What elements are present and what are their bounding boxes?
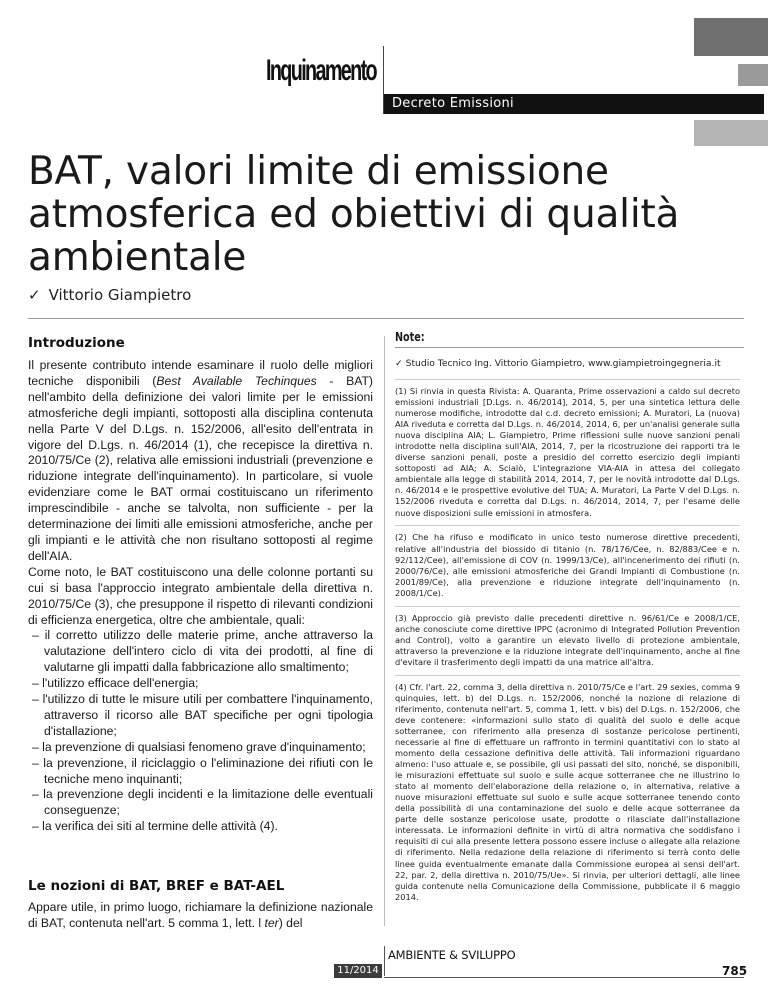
list-item: – la prevenzione degli incidenti e la limitazione delle eventuali conseguenze; (28, 787, 373, 819)
intro-paragraph-2: Come noto, le BAT costituiscono una delle colonne portanti su cui si basa l'approccio integrato ambientale della direttiva n. 2010/75/Ce (3), che presuppone il rispetto di rilevanti condizioni di efficienza energetica, oltre che ambientale, quali: (28, 564, 373, 627)
list-item: – la prevenzione di qualsiasi fenomeno grave d'inquinamento; (28, 740, 373, 756)
notes-heading: Note: (395, 330, 425, 344)
notes-rule (395, 347, 744, 348)
notes-separator (395, 675, 740, 676)
issue-badge: 11/2014 (334, 964, 382, 978)
footnote-3: (3) Approccio già previsto dalle precedenti direttive n. 96/61/Ce e 2008/1/CE, anche conosciute come direttive IPPC (acronimo di Integrated Pollution Prevention and Control), volto a garantire un elevato livello di protezione ambientale, attraverso la prevenzione e la riduzione integrate dell'inquinamento, anche al fine d'evitare il trasferimento degli impatti da una matrice all'altra. (395, 612, 740, 667)
intro-italic-term: Best Available Techinques (156, 373, 317, 388)
list-item: – la prevenzione, il riciclaggio o l'eliminazione dei rifiuti con le tecniche meno inquinanti; (28, 756, 373, 788)
subsection-label: Decreto Emissioni (392, 96, 514, 111)
notes-separator (395, 525, 740, 526)
subsection-banner (384, 94, 764, 114)
notes-separator (395, 379, 740, 380)
list-item: – l'utilizzo di tutte le misure utili per combattere l'inquinamento, attraverso il ricorso alle BAT specifiche per ogni tipologia d'istallazione; (28, 692, 373, 740)
journal-name: AMBIENTE & SVILUPPO (388, 948, 516, 962)
footer-divider (384, 946, 385, 976)
conditions-list (28, 628, 373, 835)
footnote-4: (4) Cfr. l'art. 22, comma 3, della direttiva n. 2010/75/Ce e l'art. 29 sexies, comma 9 quinquies, lett. b) del D.Lgs. n. 152/2006, nonché la nozione di relazione di riferimento, contenuta nell'art. 5, comma 1, lett. v bis) del D.Lgs. n. 152/2006, che deve contenere: «informazioni sullo stato di qualità del suolo e delle acque sotterranee, con riferimento alla presenza di sostanze pericolose pertinenti, necessarie al fine di effettuare un raffronto in termini quantitativi con lo stato al momento della cessazione definitiva delle attività. Tali informazioni riguardano almeno: l'uso attuale e, se possibile, gli usi passati del sito, nonché, se disponibili, le misurazioni effettuate sul suolo e sulle acque sotterranee che ne illustrino lo stato al momento dell'elaborazione della relazione o, in alternativa, relative a nuove misurazioni effettuate sul suolo e sulle acque sotterranee tenendo conto della possibilità di una contaminazione del suolo e delle acque sotterranee da parte delle sostanze pericolose usate, prodotte o rilasciate dall'installazione interessata. Le informazioni definite in virtù di altra normativa che soddisfano i requisiti di cui alla presente lettera possono essere incluse o allegate alla relazione di riferimento. Nella redazione della relazione di riferimento si terrà conto delle linee guida eventualmente emanate dalla Commissione europea ai sensi dell'art. 22, par. 2, della direttiva n. 2010/75/Ue». Si rinvia, per ulteriori dettagli, alle linee guida contenute nella Comunicazione della Commissione, pubblicate il 6 maggio 2014. (395, 681, 740, 902)
footnote-1: (1) Si rinvia in questa Rivista: A. Quaranta, Prime osservazioni a caldo sul decreto emissioni industriali [D.Lgs. n. 46/2014], 2014, 5, per una sintetica lettura delle numerose modifiche, introdotte dal c.d. decreto emissioni; A. Muratori, La (nuova) AIA riveduta e corretta dal D.Lgs. n. 46/2014, 2014, 6, per un'analisi generale sulla nuova disciplina AIA; L. Giampietro, Prime riflessioni sulle nuove sanzioni penali introdotte nella disciplina sull'AIA, 2014, 7, per la ricostruzione dei rapporti tra le diverse sanzioni penali, poste a presidio del corretto esercizio degli impianti sottoposti ad AIA; A. Scialò, L'integrazione VIA-AIA in attesa del collegato ambientale alla legge di stabilità 2014, 2014, 7, per le novità introdotte dal D.Lgs. n. 46/2014 e le prospettive evolutive del TUA; A. Muratori, La Parte V del D.Lgs. n. 152/2006 riveduta e corretta dal D.Lgs. n. 46/2014, 2014, 7, per l'esame delle nuove disposizioni sulle emissioni in atmosfera. (395, 386, 740, 518)
author-line (28, 286, 191, 304)
list-item: – la verifica dei siti al termine delle attività (4). (28, 819, 373, 835)
notes-body (395, 358, 740, 910)
section2-heading: Le nozioni di BAT, BREF e BAT-AEL (28, 878, 285, 894)
list-item: – l'utilizzo efficace dell'energia; (28, 676, 373, 692)
author-note: ✓ Studio Tecnico Ing. Vittorio Giampietro, www.giampietroingegneria.it (395, 358, 721, 369)
decorative-block-middle (738, 64, 768, 86)
title-rule (28, 318, 744, 319)
author-name: Vittorio Giampietro (48, 286, 192, 304)
decorative-block-top (694, 18, 768, 56)
footer-rule (384, 977, 744, 978)
list-item: – il corretto utilizzo delle materie prime, anche attraverso la valutazione dell'intero ciclo di vita dei prodotti, al fine di valutarne gli impatti dalla fabbricazione allo smaltimento; (28, 628, 373, 676)
section2-body (28, 900, 373, 932)
section-title: Inquinamento (266, 54, 376, 87)
section2-paragraph: Appare utile, in primo luogo, richiamare la definizione nazionale di BAT, contenuta nell'art. 5 comma 1, lett. l ter) del (28, 900, 373, 930)
section2-italic-term: ter (264, 915, 279, 930)
intro-body (28, 358, 373, 835)
footnote-2: (2) Che ha rifuso e modificato in unico testo numerose direttive precedenti, relative all'industria del biossido di titanio (n. 78/176/Cee, n. 82/883/Cee e n. 92/112/Cee), all'emissione di COV (n. 1999/13/Ce), all'incenerimento dei rifiuti (n. 2000/76/Ce), alle emissioni atmosferiche dei Grandi Impianti di Combustione (n. 2001/89/Ce), alla prevenzione e riduzione integrate dell'inquinamento (n. 2008/1/Ce). (395, 532, 740, 598)
intro-heading: Introduzione (28, 335, 125, 351)
page-number: 785 (722, 964, 748, 978)
checkmark-icon: ✓ (28, 286, 41, 304)
column-divider (384, 336, 385, 926)
intro-paragraph-1: Il presente contributo intende esaminare il ruolo delle migliori tecniche disponibili (Best Available Techinques - BAT) nell'ambito della definizione dei valori limite per le emissioni atmosferiche degli impianti, sottoposti alla disciplina contenuta nella Parte V del D.Lgs. n. 152/2006, all'esito dell'entrata in vigore del D.Lgs. n. 46/2014 (1), che recepisce la direttiva n. 2010/75/Ce (2), relativa alle emissioni industriali (prevenzione e riduzione integrate dell'inquinamento). In particolare, si vuole evidenziare come le BAT ormai costituiscano un riferimento imprescindibile - anche se talvolta, non sufficiente - per la determinazione dei limiti alle emissioni atmosferiche, anche per gli impianti e le attività che non risultano sottoposti al regime dell'AIA. (28, 358, 373, 563)
decorative-block-lower (694, 120, 768, 146)
article-title: BAT, valori limite di emissione atmosferica ed obiettivi di qualità ambientale (28, 149, 680, 280)
notes-separator (395, 606, 740, 607)
